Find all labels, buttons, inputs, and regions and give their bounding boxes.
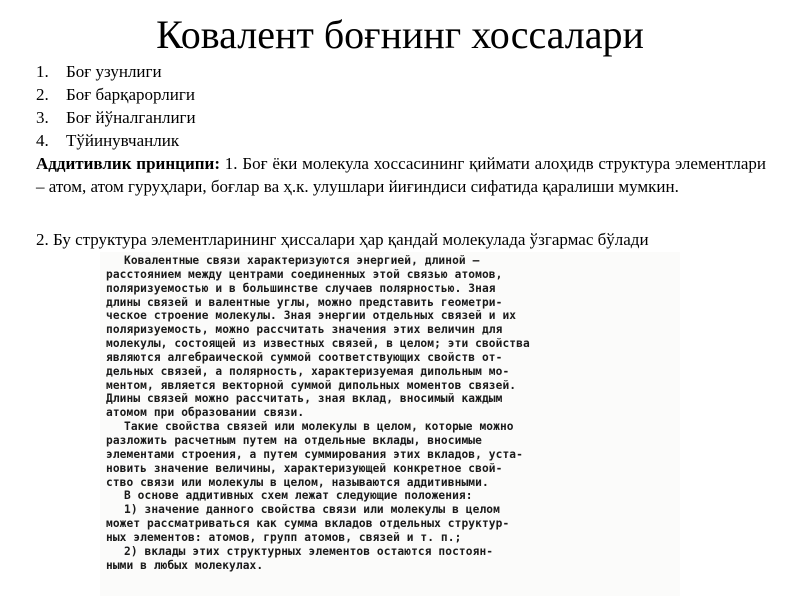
- scanned-text-line: В основе аддитивных схем лежат следующие положения:: [124, 489, 473, 503]
- scanned-text-line: молекулы, состоящей из известных связей, в целом; эти свойства: [106, 337, 530, 351]
- list-item-text: Тўйинувчанлик: [66, 131, 180, 150]
- list-item-text: Боғ узунлиги: [66, 62, 162, 81]
- scanned-text-line: поляризуемость, можно рассчитать значения этих величин для: [106, 323, 503, 337]
- scanned-text-line: Ковалентные связи характеризуются энергией, длиной —: [124, 254, 480, 267]
- scanned-text-line: ческое строение молекулы. Зная энергии отдельных связей и их: [106, 309, 517, 323]
- list-item-text: Боғ йўналганлиги: [66, 108, 196, 127]
- scanned-text-line: атомом при образовании связи.: [106, 406, 305, 420]
- scanned-text-line: ных элементов: атомов, групп атомов, связей и т. п.;: [106, 530, 462, 544]
- list-item: 2. Боғ барқарорлиги: [36, 85, 195, 104]
- list-item: 1. Боғ узунлиги: [36, 62, 162, 81]
- scanned-text-line: ными в любых молекулах.: [106, 558, 264, 572]
- scanned-text-line: поляризуемостью и в большинстве случаев полярностью. Зная: [106, 281, 496, 295]
- scanned-text-line: может рассматриваться как сумма вкладов отдельных структур-: [106, 517, 510, 531]
- scanned-text-line: дельных связей, а полярность, характеризуемая дипольным мо-: [106, 364, 510, 378]
- scanned-text-line: 1) значение данного свойства связи или молекулы в целом: [124, 503, 500, 517]
- scanned-text-line: ментом, является векторной суммой дипольных моментов связей.: [106, 378, 517, 392]
- scanned-text-line: расстоянием между центрами соединенных этой связью атомов,: [106, 267, 503, 281]
- scanned-text-line: длины связей и валентные углы, можно представить геометри-: [106, 295, 503, 309]
- scanned-text-body: [106, 254, 676, 572]
- scanned-text-line: элементами строения, а путем суммирования этих вкладов, уста-: [106, 447, 523, 461]
- list-item-text: Боғ барқарорлиги: [66, 85, 195, 104]
- scanned-text-line: Длины связей можно рассчитать, зная вклад, вносимый каждым: [106, 392, 503, 406]
- scanned-text-image: [100, 252, 680, 596]
- principle-text: 1. Боғ ёки молекула хоссасининг қиймати алоҳидв структура элементлари – атом, атом гуруҳлари, боғлар ва ҳ.к. улушлари йиғиндиси сифатида қаралиши мумкин.: [36, 154, 766, 196]
- slide-title: Ковалент боғнинг хоссалари: [156, 12, 644, 57]
- list-item: 3. Боғ йўналганлиги: [36, 108, 196, 127]
- additivity-principle-paragraph: [36, 152, 766, 198]
- scanned-text-line: ство связи или молекулы в целом, называются аддитивными.: [106, 475, 489, 489]
- property-list: [36, 60, 196, 152]
- list-item: 4. Тўйинувчанлик: [36, 131, 180, 150]
- scanned-text-line: 2) вклады этих структурных элементов остаются постоян-: [124, 544, 494, 558]
- scanned-text-line: разложить расчетным путем на отдельные вклады, вносимые: [106, 433, 482, 447]
- principle-label: Аддитивлик принципи:: [36, 154, 220, 173]
- scanned-text-line: являются алгебраической суммой соответствующих свойств от-: [106, 350, 503, 364]
- point-two-paragraph: 2. Бу структура элементларининг ҳиссалари ҳар қандай молекулада ўзгармас бўлади: [36, 230, 649, 249]
- scanned-text-line: Такие свойства связей или молекулы в целом, которые можно: [124, 420, 514, 434]
- scanned-text-line: новить значение величины, характеризующей конкретное свой-: [106, 461, 503, 475]
